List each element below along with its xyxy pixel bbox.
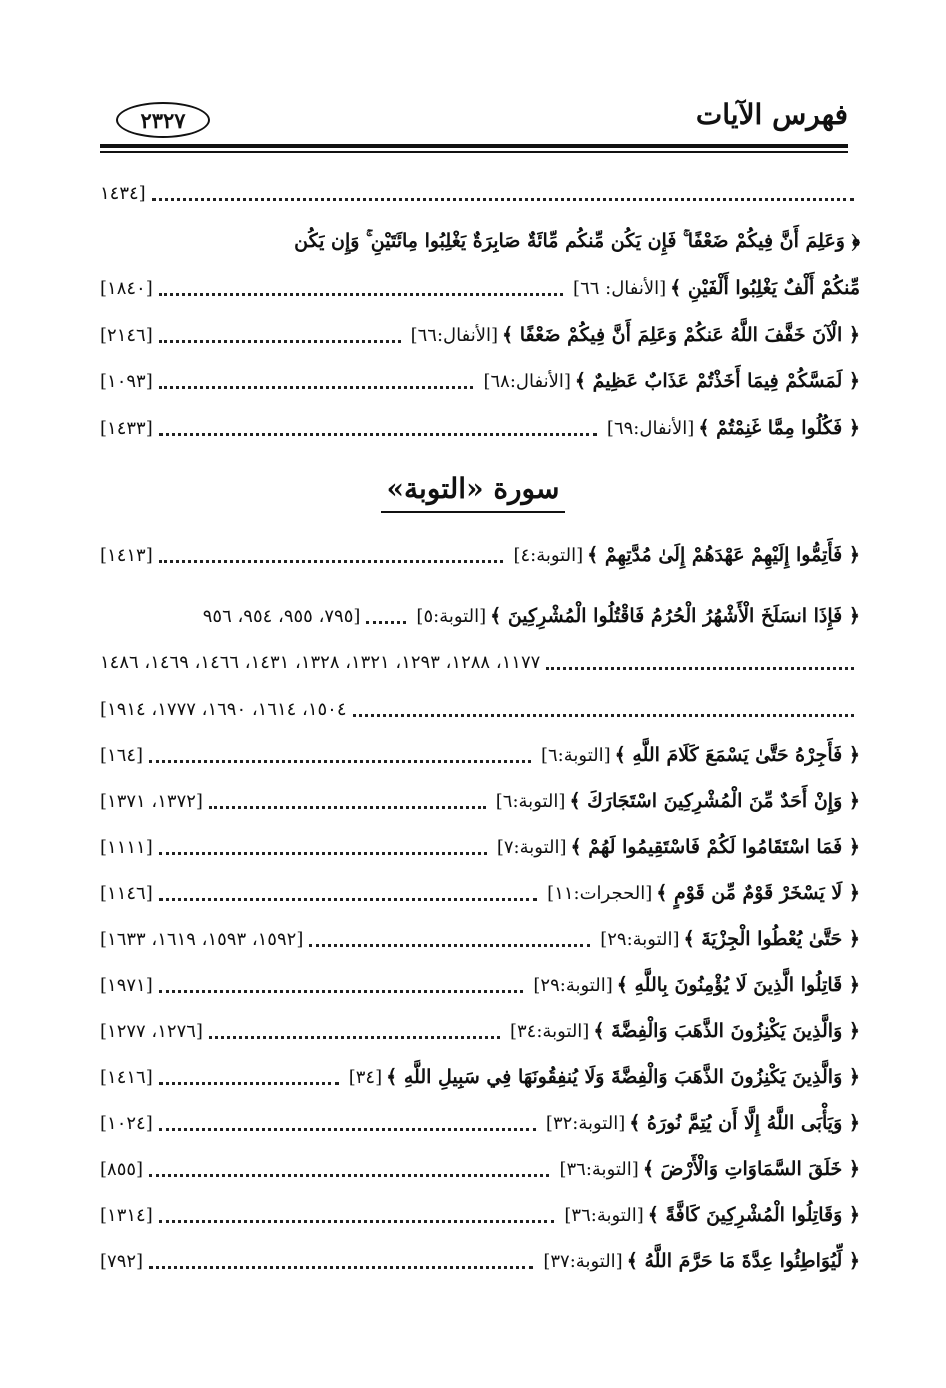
- index-entry: [100, 827, 860, 867]
- entry-source: [التوبة:٣٦]: [559, 1158, 639, 1180]
- entry-verse: ﴿ وَالَّذِينَ يَكْنِزُونَ الذَّهَبَ وَالْفِضَّةَ وَلَا يُنفِقُونَهَا فِي سَبِيلِ اللَّهِ ﴾: [386, 1066, 860, 1088]
- entry-refs: ١٥٠٤، ١٦١٤، ١٦٩٠، ١٧٧٧، ١٩١٤]: [100, 698, 347, 720]
- entry-source: [التوبة:٣٢]: [545, 1112, 626, 1134]
- entry-verse: ﴿ حَتَّىٰ يُعْطُوا الْجِزْيَةَ ﴾: [683, 928, 860, 950]
- entry-source: [التوبة:٤]: [513, 544, 584, 566]
- index-entry: [100, 873, 860, 913]
- entry-source: [الأنفال: ٦٦]: [573, 277, 667, 299]
- entry-verse: ﴿ لِّيُوَاطِئُوا عِدَّةَ مَا حَرَّمَ اللَّهُ ﴾: [626, 1250, 860, 1272]
- entry-refs: [١٠٢٤]: [100, 1112, 153, 1134]
- leader-dots: [366, 621, 406, 624]
- leader-dots: [159, 1128, 536, 1131]
- leader-dots: [149, 760, 531, 763]
- index-entry: [100, 361, 860, 401]
- entry-source: [التوبة:٣٤]: [509, 1020, 590, 1042]
- index-entry: [100, 735, 860, 775]
- index-entry: [100, 268, 860, 308]
- index-entry: [100, 965, 860, 1005]
- leader-dots: [309, 944, 590, 947]
- entry-refs: [١٥٩٢، ١٥٩٣، ١٦١٩، ١٦٣٣]: [100, 928, 304, 950]
- entry-source: [التوبة:٦]: [495, 790, 566, 812]
- entry-refs: [٢١٤٦]: [100, 324, 153, 346]
- entry-verse: ﴿ فَكُلُوا مِمَّا غَنِمْتُمْ ﴾: [698, 417, 860, 439]
- entry-refs: [١٦٤]: [100, 744, 144, 766]
- entry-verse: ﴿ الْآنَ خَفَّفَ اللَّهُ عَنكُمْ وَعَلِمَ أَنَّ فِيكُمْ ضَعْفًا ﴾: [502, 324, 860, 346]
- leader-dots: [149, 1174, 549, 1177]
- leader-dots: [159, 433, 597, 436]
- index-entry: [100, 919, 860, 959]
- leader-dots: [159, 386, 474, 389]
- entry-source: [التوبة:٥]: [416, 605, 487, 627]
- entry-source: [التوبة:٢٩]: [600, 928, 680, 950]
- leader-dots: [546, 667, 854, 670]
- entry-refs: ١١٧٧، ١٢٨٨، ١٢٩٣، ١٣٢١، ١٣٢٨، ١٤٣١، ١٤٦٦، ١٤٦٩، ١٤٨٦: [100, 651, 541, 673]
- page-number-badge: ٢٣٢٧: [116, 102, 210, 138]
- entry-verse: ﴿ قَاتِلُوا الَّذِينَ لَا يُؤْمِنُونَ بِاللَّهِ ﴾: [616, 974, 860, 996]
- sura-title: سورة «التوبة»: [381, 472, 566, 513]
- index-entry: [100, 173, 860, 213]
- entry-refs: [١٤١٣]: [100, 544, 153, 566]
- index-entry: [100, 535, 860, 575]
- entry-verse: ﴿ وَالَّذِينَ يَكْنِزُونَ الذَّهَبَ وَالْفِضَّةَ ﴾: [593, 1020, 860, 1042]
- leader-dots: [159, 560, 504, 563]
- index-entry: [100, 221, 860, 261]
- leader-dots: [159, 990, 524, 993]
- entry-source: [التوبة:٢٩]: [533, 974, 613, 996]
- index-entry-continued: [100, 689, 860, 729]
- entry-verse: مِّنكُمْ أَلْفٌ يَغْلِبُوا أَلْفَيْنِ ﴾: [670, 277, 860, 299]
- leader-dots: [159, 898, 537, 901]
- entry-verse: ﴿ وَعَلِمَ أَنَّ فِيكُمْ ضَعْفًا ۚ فَإِن يَكُن مِّنكُم مِّائَةٌ صَابِرَةٌ يَغْلِبُوا مِائَتَيْنِ ۚ وَإِن يَكُن: [294, 230, 860, 252]
- leader-dots: [149, 1266, 533, 1269]
- entry-source: [التوبة:٣٧]: [543, 1250, 623, 1272]
- index-entry: [100, 408, 860, 448]
- entry-refs: [١٣٧٢، ١٣٧١]: [100, 790, 203, 812]
- entry-refs: [١٨٤٠]: [100, 277, 153, 299]
- sura-heading: [0, 472, 946, 513]
- entry-refs: [٧٩٥، ٩٥٥، ٩٥٤، ٩٥٦: [202, 605, 361, 627]
- entry-source: [الأنفال:٦٦]: [410, 324, 499, 346]
- entry-source: [التوبة:٧]: [496, 836, 567, 858]
- entry-source: [الأنفال:٦٩]: [606, 417, 695, 439]
- entry-refs: [١٤٣٣]: [100, 417, 153, 439]
- index-entry: [100, 1103, 860, 1143]
- entry-refs: [١٠٩٣]: [100, 370, 153, 392]
- entry-refs: [١٣١٤]: [100, 1204, 153, 1226]
- leader-dots: [159, 1220, 555, 1223]
- leader-dots: [159, 293, 563, 296]
- index-entry: [100, 315, 860, 355]
- header-rule-thick: [100, 144, 848, 148]
- entry-verse: ﴿ وَيَأْبَى اللَّهُ إِلَّا أَن يُتِمَّ نُورَهُ ﴾: [629, 1112, 860, 1134]
- entry-verse: ﴿ وَقَاتِلُوا الْمُشْرِكِينَ كَافَّةً ﴾: [647, 1204, 860, 1226]
- entry-refs: [١٤١٦]: [100, 1066, 153, 1088]
- index-entry: [100, 596, 860, 636]
- entry-verse: ﴿ وَإِنْ أَحَدٌ مِّنَ الْمُشْرِكِينَ اسْتَجَارَكَ ﴾: [569, 790, 860, 812]
- leader-dots: [353, 714, 854, 717]
- entry-verse: ﴿ لَمَسَّكُمْ فِيمَا أَخَذْتُمْ عَذَابٌ عَظِيمٌ ﴾: [574, 370, 860, 392]
- leader-dots: [209, 1036, 500, 1039]
- entry-verse: ﴿ خَلَقَ السَّمَاوَاتِ وَالْأَرْضَ ﴾: [642, 1158, 860, 1180]
- leader-dots: [159, 340, 401, 343]
- entry-verse: ﴿ فَأَتِمُّوا إِلَيْهِمْ عَهْدَهُمْ إِلَىٰ مُدَّتِهِمْ ﴾: [587, 544, 860, 566]
- index-entry: [100, 1149, 860, 1189]
- index-entry: [100, 1057, 860, 1097]
- index-entry-continued: [100, 642, 860, 682]
- entry-refs: [١٤٣٤: [100, 182, 146, 204]
- index-entry: [100, 1195, 860, 1235]
- leader-dots: [209, 806, 486, 809]
- entry-source: [الحجرات:١١]: [547, 882, 653, 904]
- index-entry: [100, 1011, 860, 1051]
- entry-source: [الأنفال:٦٨]: [483, 370, 571, 392]
- entry-refs: [١١١١]: [100, 836, 153, 858]
- entry-verse: ﴿ فَأَجِرْهُ حَتَّىٰ يَسْمَعَ كَلَامَ اللَّهِ ﴾: [614, 744, 860, 766]
- page-header: [100, 98, 848, 144]
- leader-dots: [159, 1082, 339, 1085]
- entry-source: [التوبة:٣٦]: [564, 1204, 644, 1226]
- leader-dots: [159, 852, 487, 855]
- entry-refs: [١٢٧٦، ١٢٧٧]: [100, 1020, 203, 1042]
- header-rule-thin: [100, 151, 848, 153]
- entry-refs: [٧٩٢]: [100, 1250, 144, 1272]
- leader-dots: [152, 198, 854, 201]
- entry-verse: ﴿ فَمَا اسْتَقَامُوا لَكُمْ فَاسْتَقِيمُوا لَهُمْ ﴾: [570, 836, 860, 858]
- index-entry: [100, 781, 860, 821]
- entry-source: [التوبة:٦]: [540, 744, 611, 766]
- index-entry: [100, 1241, 860, 1281]
- entry-source: [٣٤]: [348, 1066, 383, 1088]
- entry-verse: ﴿ فَإِذَا انسَلَخَ الْأَشْهُرُ الْحُرُمُ فَاقْتُلُوا الْمُشْرِكِينَ ﴾: [490, 605, 860, 627]
- entry-refs: [١٩٧١]: [100, 974, 153, 996]
- page-title: فهرس الآيات: [695, 98, 848, 131]
- entry-verse: ﴿ لَا يَسْخَرْ قَوْمٌ مِّن قَوْمٍ ﴾: [656, 882, 860, 904]
- entry-refs: [١١٤٦]: [100, 882, 153, 904]
- entry-refs: [٨٥٥]: [100, 1158, 144, 1180]
